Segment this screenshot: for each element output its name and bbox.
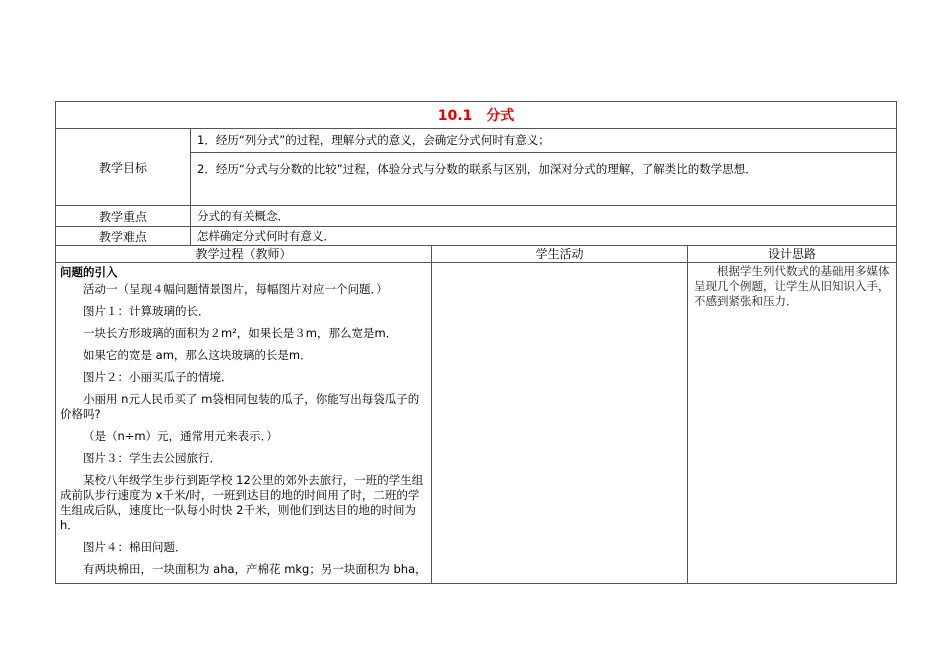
picture-2-caption: 图片２：小丽买瓜子的情境． — [83, 370, 233, 384]
seeds-answer: （是（n÷m）元，通常用元来表示．） — [83, 429, 278, 443]
column-header-process: 教学过程（教师） — [56, 246, 432, 263]
key-point-row — [56, 206, 897, 227]
design-content: 根据学生列代数式的基础用多媒体呈现几个例题，让学生从旧知识入手，不感到紧张和压力． — [688, 263, 897, 584]
body-row — [56, 263, 897, 584]
goal-item-2: 2．经历“分式与分数的比较”过程，体验分式与分数的联系与区别，加深对分式的理解，了解类比的数学思想． — [191, 152, 896, 188]
goals-label: 教学目标 — [56, 129, 191, 206]
difficulty-text: 怎样确定分式何时有意义． — [191, 227, 897, 246]
column-header-design: 设计思路 — [688, 246, 897, 263]
travel-problem: 某校八年级学生步行到距学校 12公里的郊外去旅行，一班的学生组成前队步行速度为 x千米/时，一班到达目的地的时间用了时，二班的学生组成后队，速度比一队每小时快 2千米，则他们到达目的地的时间为 h． — [60, 473, 424, 532]
student-activity-content — [432, 263, 688, 584]
seeds-problem: 小丽用 n元人民币买了 m袋相同包装的瓜子，你能写出每袋瓜子的价格吗? — [60, 392, 420, 421]
column-header-row — [56, 246, 897, 263]
difficulty-row — [56, 227, 897, 246]
picture-3-caption: 图片３：学生去公园旅行． — [83, 451, 221, 465]
process-content — [56, 263, 432, 584]
lesson-title — [56, 102, 897, 129]
lesson-plan-table — [55, 101, 897, 584]
section-title: 问题的引入 — [60, 265, 118, 279]
activity-1: 活动一（呈现４幅问题情景图片，每幅图片对应一个问题．） — [83, 282, 388, 296]
cotton-problem: 有两块棉田，一块面积为 aha，产棉花 mkg；另一块面积为 bha， — [83, 562, 427, 576]
key-point-text: 分式的有关概念． — [191, 206, 897, 227]
glass-problem-1: 一块长方形玻璃的面积为２m²，如果长是３m，那么宽是m． — [83, 326, 398, 340]
goals-content — [191, 129, 897, 206]
lesson-name: 分式 — [486, 108, 515, 124]
key-point-label: 教学重点 — [56, 206, 191, 227]
goal-item-1: 1．经历“列分式”的过程，理解分式的意义，会确定分式何时有意义； — [197, 133, 550, 147]
goals-row — [56, 129, 897, 206]
picture-1-caption: 图片１：计算玻璃的长． — [83, 304, 210, 318]
picture-4-caption: 图片４：棉田问题． — [83, 540, 187, 554]
column-header-student: 学生活动 — [432, 246, 688, 263]
difficulty-label: 教学难点 — [56, 227, 191, 246]
title-row — [56, 102, 897, 129]
lesson-number: 10.1 — [437, 108, 473, 124]
glass-problem-2: 如果它的宽是 am，那么这块玻璃的长是m． — [83, 348, 312, 362]
